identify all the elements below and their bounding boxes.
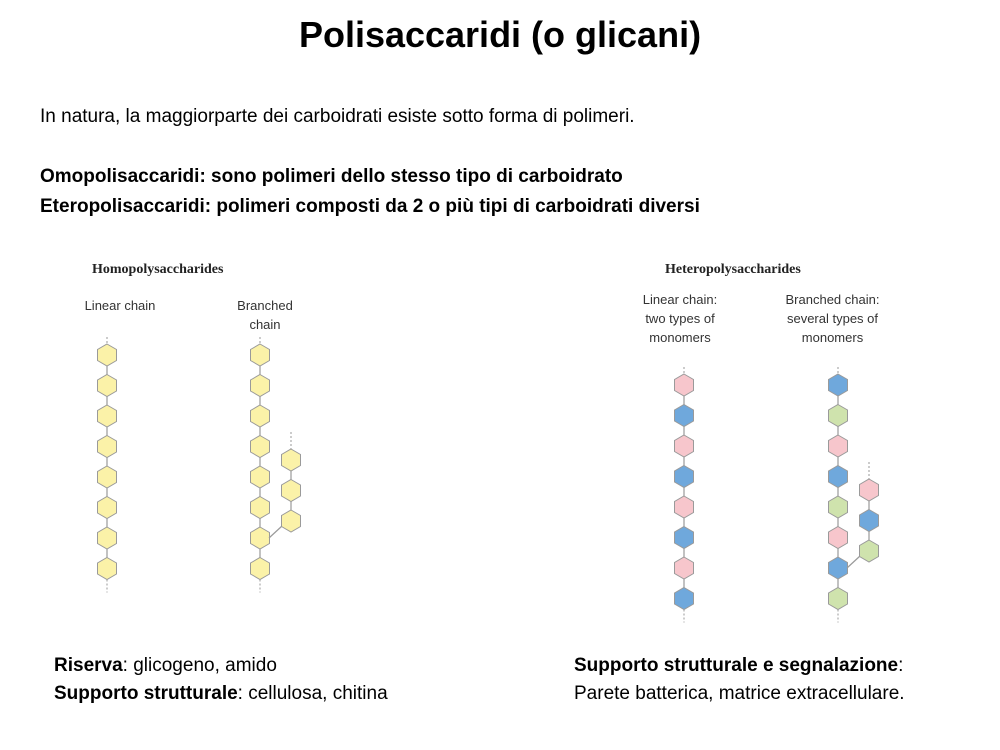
hetero-branched-main-monomer — [829, 466, 848, 488]
hetero-linear-monomer — [675, 435, 694, 457]
hetero-branched-main-monomer — [829, 435, 848, 457]
homo-branched-main-monomer — [251, 558, 270, 580]
hetero-linear-monomer — [675, 405, 694, 427]
hetero-linear-monomer — [675, 588, 694, 610]
homo-linear-monomer — [98, 375, 117, 397]
heteropolysaccharides-title: Heteropolysaccharides — [665, 262, 801, 277]
homo-linear-monomer — [98, 466, 117, 488]
heteropolysaccharides-figure — [620, 258, 920, 638]
homopolysaccharides-figure — [60, 258, 340, 618]
hetero-branched-side-monomer — [860, 540, 879, 562]
homo-linear-monomer — [98, 344, 117, 366]
hetero-linear-monomer — [675, 527, 694, 549]
homo-branched-label: Branched chain — [237, 298, 293, 332]
homopolysaccharide-definition: Omopolisaccaridi: sono polimeri dello stesso tipo di carboidrato — [40, 166, 623, 187]
homopolysaccharide-functions — [54, 652, 388, 708]
homo-branched-main-monomer — [251, 344, 270, 366]
homo-branched-main-monomer — [251, 466, 270, 488]
homo-branched-main-monomer — [251, 375, 270, 397]
hetero-branched-side-monomer — [860, 479, 879, 501]
homo-linear-monomer — [98, 497, 117, 519]
hetero-linear-monomer — [675, 496, 694, 518]
heteropolysaccharide-chains-diagram — [620, 258, 920, 638]
homo-branched-main-monomer — [251, 405, 270, 427]
hetero-branched-side-monomer — [860, 510, 879, 532]
heteropolysaccharide-functions — [574, 652, 905, 708]
hetero-branched-main-monomer — [829, 374, 848, 396]
homo-branched-main-monomer — [251, 497, 270, 519]
heteropolysaccharide-definition: Eteropolisaccaridi: polimeri composti da 2 o più tipi di carboidrati diversi — [40, 196, 700, 217]
hetero-linear-monomer — [675, 466, 694, 488]
hetero-branched-main-monomer — [829, 496, 848, 518]
homo-branched-main-monomer — [251, 527, 270, 549]
hetero-branched-main-monomer — [829, 588, 848, 610]
homopolysaccharides-title: Homopolysaccharides — [92, 262, 224, 277]
hetero-linear-monomer — [675, 557, 694, 579]
homo-linear-label: Linear chain — [84, 298, 156, 313]
homo-linear-monomer — [98, 436, 117, 458]
homopolysaccharide-chains-diagram — [60, 258, 340, 618]
structural-support-line: Supporto strutturale: cellulosa, chitina — [54, 683, 388, 704]
homo-branched-main-monomer — [251, 436, 270, 458]
homo-branched-side-monomer — [282, 510, 301, 532]
examples-line: Parete batterica, matrice extracellulare. — [574, 683, 905, 704]
hetero-branched-side-branch-bond — [847, 556, 860, 568]
structural-signaling-line: Supporto strutturale e segnalazione: — [574, 655, 904, 676]
reserve-line: Riserva: glicogeno, amido — [54, 655, 277, 676]
homo-linear-monomer — [98, 558, 117, 580]
hetero-linear-monomer — [675, 374, 694, 396]
slide-title: Polisaccaridi (o glicani) — [298, 14, 702, 55]
hetero-branched-main-monomer — [829, 557, 848, 579]
homo-branched-side-monomer — [282, 449, 301, 471]
hetero-branched-main-monomer — [829, 405, 848, 427]
intro-text: In natura, la maggiorparte dei carboidrati esiste sotto forma di polimeri. — [40, 106, 635, 127]
hetero-branched-label: Branched chain: several types of monomers — [785, 292, 880, 345]
homo-branched-side-monomer — [282, 480, 301, 502]
hetero-branched-main-monomer — [829, 527, 848, 549]
homo-linear-monomer — [98, 527, 117, 549]
hetero-linear-label: Linear chain: two types of monomers — [642, 292, 718, 345]
homo-branched-side-branch-bond — [269, 526, 282, 538]
homo-linear-monomer — [98, 405, 117, 427]
